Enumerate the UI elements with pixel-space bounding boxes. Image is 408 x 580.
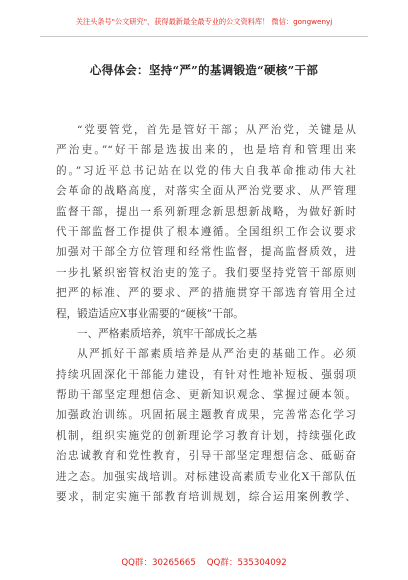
body-line: 机制，组织实施党的创新理论学习教育计划，持续强化政 (56, 429, 356, 442)
qq-group-label-1: QQ群： (121, 558, 153, 568)
body-line: 把严的标准、严的要求、严的措施贯穿干部选育管用全过 (56, 287, 356, 300)
body-line: 代干部监督工作提供了根本遵循。全国组织工作会议要求 (56, 225, 356, 238)
body-line: 从严抓好干部素质培养是从严治吏的基础工作。必须 (77, 348, 356, 361)
document-title: 心得体会：坚持“严”的基调锻造“硬核”干部 (89, 63, 319, 77)
section-heading: 一、严格素质培养，筑牢干部成长之基 (77, 327, 258, 340)
body-line: 要求，制定实施干部教育培训规划，综合运用案例教学、 (56, 491, 356, 504)
body-line: 治忠诚教育和党性教育，引导干部坚定理想信念、砥砺奋 (56, 450, 356, 463)
body-line: “党要管党，首先是管好干部；从严治党，关键是从 (77, 124, 356, 136)
body-line: 会革命的战略高度，对落实全面从严治党要求、从严管理 (56, 185, 356, 198)
qq-group-number-1: 30265665 (152, 558, 196, 568)
body-line: 加强政治训练。巩固拓展主题教育成果，完善常态化学习 (56, 409, 356, 422)
footer-contact (0, 556, 408, 568)
qq-group-label-2: QQ群： (206, 558, 238, 568)
body-line: 持续巩固深化干部能力建设，有针对性地补短板、强弱项 (56, 368, 356, 381)
body-line: 加强对干部全方位管理和经常性监督，提高监督质效，进 (56, 246, 356, 259)
body-line: 帮助干部坚定理想信念、更新知识观念、掌握过硬本领。 (56, 389, 356, 402)
body-line: 一步扎紧织密管权治吏的笼子。我们要坚持党管干部原则 (56, 266, 356, 279)
body-line: 程，锻造适应X事业需要的“硬核”干部。 (56, 307, 244, 320)
document-body (56, 120, 356, 507)
body-line: 监督干部，提出一系列新理念新思想新战略，为做好新时 (56, 205, 356, 218)
body-line: 的。”习近平总书记站在以党的伟大自我革命推动伟大社 (56, 164, 356, 177)
header-promo-text: 关注头条号"公文研究"，获得最新最全最专业的公文资料库！ 微信：gongwenyj (75, 17, 333, 26)
qq-group-number-2: 535304092 (237, 558, 287, 568)
body-line: 进之态。加强实战培训。对标建设高素质专业化X干部队伍 (56, 470, 356, 483)
header-bar (40, 14, 368, 37)
body-line: 严治吏。”“好干部是选拔出来的，也是培育和管理出来 (56, 144, 356, 157)
